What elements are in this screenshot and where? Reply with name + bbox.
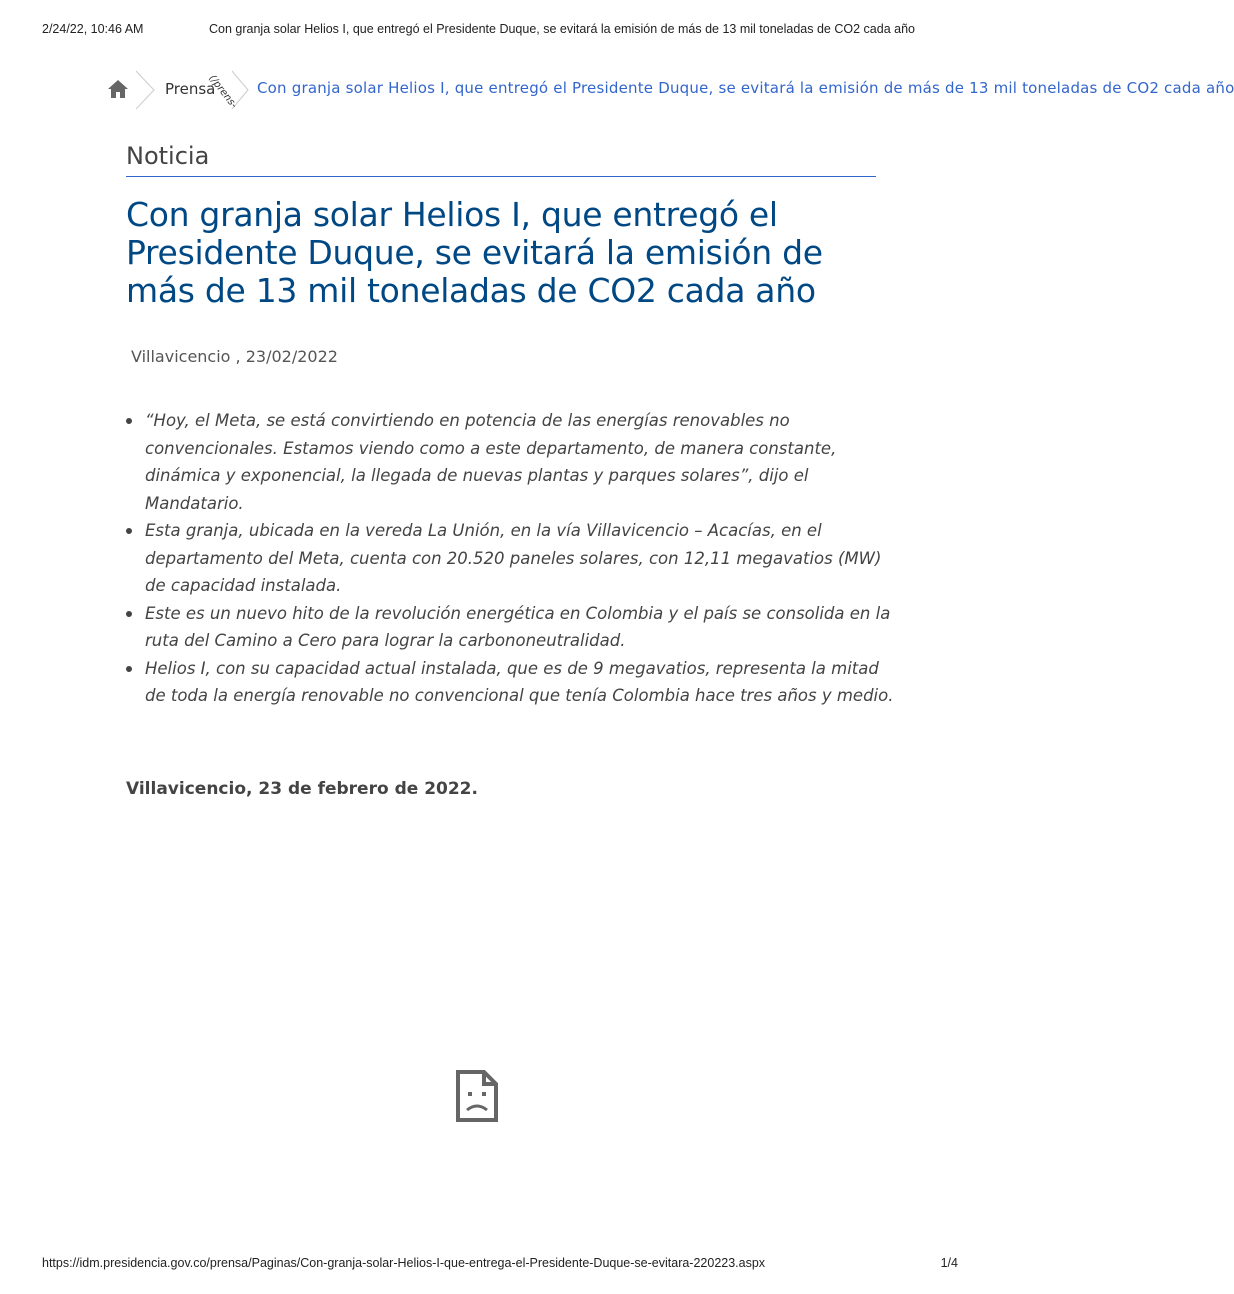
list-item — [145, 517, 895, 600]
home-icon[interactable] — [106, 78, 130, 100]
print-title: Con granja solar Helios I, que entregó el Presidente Duque, se evitará la emisión de más de 13 mil toneladas de CO2 cada año — [209, 22, 915, 36]
page-url: https://idm.presidencia.gov.co/prensa/Paginas/Con-granja-solar-Helios-I-que-entrega-el-Presidente-Duque-se-evitara-220223.aspx — [42, 1256, 766, 1270]
breadcrumb-current-link[interactable]: Con granja solar Helios I, que entregó el Presidente Duque, se evitará la emisión de más de 13 mil toneladas de CO2 cada año — [257, 79, 1234, 97]
category-label: Noticia — [126, 142, 210, 170]
print-datetime: 2/24/22, 10:46 AM — [42, 22, 144, 36]
bullet-icon — [126, 528, 132, 534]
article-headline: Con granja solar Helios I, que entregó el Presidente Duque, se evitará la emisión de más de 13 mil toneladas de CO2 cada año — [126, 195, 823, 310]
highlight-text: Helios I, con su capacidad actual instalada, que es de 9 megavatios, representa la mitad de toda la energía renovable no convencional que tenía Colombia hace tres años y medio. — [145, 658, 894, 705]
bullet-icon — [126, 418, 132, 424]
category-divider — [126, 176, 876, 177]
list-item — [145, 600, 895, 655]
highlight-text: Este es un nuevo hito de la revolución energética en Colombia y el país se consolida en la ruta del Camino a Cero para lograr la carbononeutralidad. — [145, 603, 891, 650]
broken-image-icon — [456, 1070, 498, 1122]
breadcrumb-prensa-link[interactable]: Prensa — [165, 80, 216, 98]
breadcrumb-slug: (/prens- — [206, 73, 240, 111]
bullet-icon — [126, 611, 132, 617]
page-number: 1/4 — [940, 1256, 958, 1270]
highlights-list — [126, 407, 895, 710]
article-closing-line: Villavicencio, 23 de febrero de 2022. — [126, 779, 478, 799]
article-dateline: Villavicencio , 23/02/2022 — [131, 347, 338, 366]
bullet-icon — [126, 666, 132, 672]
list-item — [145, 655, 895, 710]
highlight-text: “Hoy, el Meta, se está convirtiendo en potencia de las energías renovables no convencionales. Estamos viendo como a este departamento, de manera constante, dinámica y exponencial, la llegada de nuevas plantas y parques solares”, dijo el Mandatario. — [145, 411, 837, 513]
breadcrumb — [106, 70, 1234, 111]
list-item — [145, 407, 895, 517]
breadcrumb-separator-icon — [134, 70, 156, 110]
highlight-text: Esta granja, ubicada en la vereda La Unión, en la vía Villavicencio – Acacías, en el departamento del Meta, cuenta con 20.520 paneles solares, con 12,11 megavatios (MW) de capacidad instalada. — [145, 521, 882, 595]
